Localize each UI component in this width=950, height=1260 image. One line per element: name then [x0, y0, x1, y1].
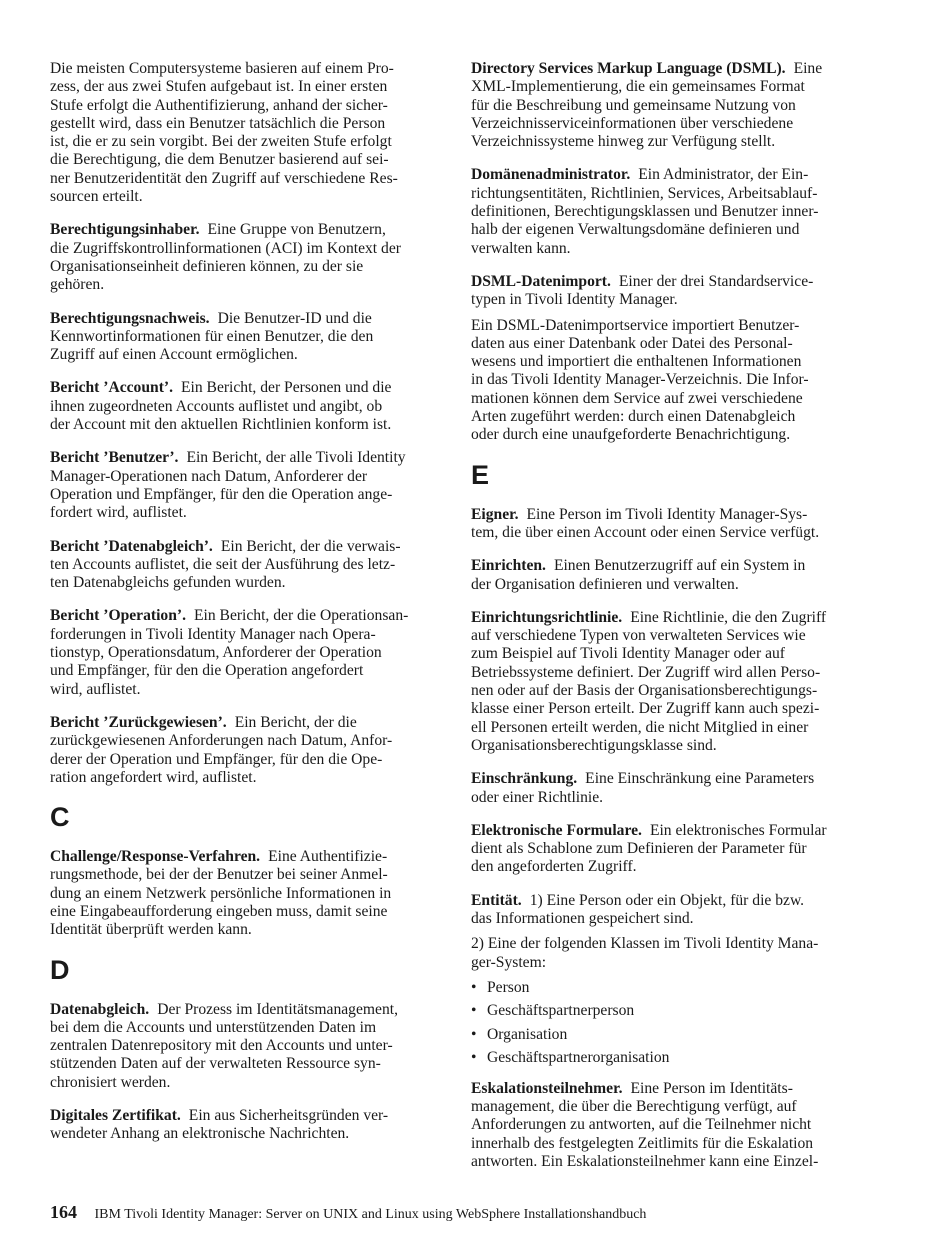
- definition-text: Eine Einschränkung eine Parameters oder einer Richtlinie.: [471, 770, 815, 806]
- glossary-entry: [471, 273, 861, 310]
- glossary-term: Berechtigungsinhaber.: [50, 221, 200, 239]
- glossary-term: Datenabgleich.: [50, 1000, 150, 1018]
- definition-text: Ein Bericht, der die Operationsan- forderungen in Tivoli Identity Manager nach Opera- tionstyp, Operationsdatum, Anforderer der Operation und Empfänger, für den die Operation angefordert wird, auflistet.: [50, 607, 409, 698]
- list-item: • Person: [471, 979, 861, 997]
- list-item: • Organisation: [471, 1026, 861, 1044]
- glossary-entry: [471, 506, 861, 543]
- definition-text: Die meisten Computersysteme basieren auf einem Pro- zess, der aus zwei Stufen aufgebaut ist. In einer ersten Stufe erfolgt die Authentifizierung, anhand der sicher- gestellt wird, dass ein Benutzer tatsächlich die Person ist, die er zu sein vorgibt. Bei der zweiten Stufe erfolgt die Berechtigung, die dem Benutzer basierend auf sei- ner Benutzeridentität den Zugriff auf verschiedene Res- sourcen erteilt.: [50, 60, 398, 206]
- definition-text: Eine Gruppe von Benutzern, die Zugriffskontrollinformationen (ACI) im Kontext der Organisationseinheit definieren können, zu der sie gehören.: [50, 221, 401, 294]
- definition-text: 2) Eine der folgenden Klassen im Tivoli Identity Mana- ger-System:: [471, 935, 819, 971]
- definition-text: Eine Authentifizie- rungsmethode, bei der der Benutzer bei seiner Anmel- dung an einem Netzwerk persönliche Informationen in eine Eingabeaufforderung eingeben muss, damit seine Identität überprüft werden kann.: [50, 848, 392, 939]
- definition-text: Der Prozess im Identitätsmanagement, bei dem die Accounts und unterstützenden Daten im zentralen Datenrepository mit den Accounts und unter- stützenden Daten auf der verwalteten Ressource syn- chronisiert werden.: [50, 1000, 398, 1091]
- book-title: IBM Tivoli Identity Manager: Server on UNIX and Linux using WebSphere Installationshandbuch: [94, 1207, 647, 1222]
- definition-text: Eine Person im Identitäts- management, die über die Berechtigung verfügt, auf Anforderungen zu antworten, auf die Teilnehmer nicht innerhalb des festgelegten Zeitlimits für die Eskalation antworten. Ein Eskalationsteilnehmer kann eine Einzel-: [471, 1079, 819, 1170]
- glossary-entry: [471, 770, 861, 807]
- list-item: • Geschäftspartnerperson: [471, 1002, 861, 1020]
- definition-text: Ein elektronisches Formular dient als Schablone zum Definieren der Parameter für den angeforderten Zugriff.: [471, 821, 827, 876]
- glossary-entry: [50, 379, 440, 434]
- definition-text: Ein Bericht, der die verwais- ten Accounts auflistet, die seit der Ausführung des letz- ten Datenabgleichs gefunden wurden.: [50, 537, 401, 592]
- glossary-entry: [50, 1001, 440, 1092]
- section-letter: D: [50, 954, 70, 985]
- glossary-term: Digitales Zertifikat.: [50, 1107, 181, 1125]
- glossary-term: Bericht ’Operation’.: [50, 607, 186, 625]
- page-footer: [50, 1202, 646, 1223]
- glossary-term: Eigner.: [471, 505, 519, 523]
- definition-text: Einen Benutzerzugriff auf ein System in der Organisation definieren und verwalten.: [471, 557, 806, 593]
- definition-text: Ein Bericht, der alle Tivoli Identity Manager-Operationen nach Datum, Anforderer der Operation und Empfänger, für den die Operation ange- fordert wird, auflistet.: [50, 449, 406, 522]
- glossary-term: Eskalationsteilnehmer.: [471, 1079, 623, 1097]
- glossary-term: Domänenadministrator.: [471, 166, 631, 184]
- left-column: [50, 60, 440, 1159]
- glossary-term: Entität.: [471, 891, 522, 909]
- definition-text: Ein Bericht, der die zurückgewiesenen Anforderungen nach Datum, Anfor- derer der Operation und Empfänger, für den die Ope- ration angefordert wird, auflistet.: [50, 713, 393, 786]
- glossary-term: DSML-Datenimport.: [471, 272, 611, 290]
- section-letter: E: [471, 459, 490, 490]
- definition-text: Ein DSML-Datenimportservice importiert Benutzer- daten aus einer Datenbank oder Datei des Personal- wesens und importiert die enthaltenen Informationen in das Tivoli Identity Manager-Verzeichnis. Die Infor- mationen können dem Service auf zwei verschiedene Arten zugeführt werden: durch einen Datenabgleich oder durch eine unaufgeforderte Benachrichtigung.: [471, 316, 809, 444]
- definition-text: 1) Eine Person oder ein Objekt, für die bzw. das Informationen gespeichert sind.: [471, 891, 805, 927]
- glossary-term: Bericht ’Datenabgleich’.: [50, 537, 213, 555]
- glossary-entry: [471, 822, 861, 877]
- glossary-entry: [471, 166, 861, 257]
- right-column: [471, 60, 861, 1186]
- page-number: 164: [50, 1202, 77, 1222]
- section-letter: C: [50, 802, 70, 833]
- definition-text: Eine XML-Implementierung, die ein gemeinsames Format für die Beschreibung und gemeinsame Nutzung von Verzeichnisserviceinformationen über verschiedene Verzeichnissysteme hinweg zur Verfügung stellt.: [471, 60, 823, 151]
- glossary-term: Bericht ’Account’.: [50, 379, 173, 397]
- glossary-entry: [471, 609, 861, 755]
- glossary-term: Bericht ’Zurückgewiesen’.: [50, 713, 227, 731]
- glossary-entry: [50, 1107, 440, 1144]
- glossary-entry: [50, 538, 440, 593]
- glossary-term: Elektronische Formulare.: [471, 821, 642, 839]
- glossary-term: Bericht ’Benutzer’.: [50, 449, 179, 467]
- glossary-term: Challenge/Response-Verfahren.: [50, 848, 261, 866]
- glossary-entry: [471, 557, 861, 594]
- glossary-term: Einschränkung.: [471, 770, 578, 788]
- definition-text: Einer der drei Standardservice- typen in Tivoli Identity Manager.: [471, 272, 814, 309]
- glossary-entry: [471, 60, 861, 151]
- paragraph: [471, 317, 861, 445]
- bullet-list: [471, 979, 861, 1068]
- glossary-entry: [50, 449, 440, 522]
- glossary-entry: [50, 310, 440, 365]
- definition-text: Ein Bericht, der Personen und die ihnen zugeordneten Accounts auflistet und angibt, ob der Account mit den aktuellen Richtlinien konform ist.: [50, 379, 392, 434]
- glossary-entry: [50, 848, 440, 939]
- glossary-term: Directory Services Markup Language (DSML).: [471, 60, 786, 77]
- list-item: • Geschäftspartnerorganisation: [471, 1049, 861, 1067]
- glossary-term: Einrichten.: [471, 557, 546, 575]
- definition-text: Ein aus Sicherheitsgründen ver- wendeter Anhang an elektronische Nachrichten.: [50, 1107, 389, 1143]
- glossary-term: Einrichtungsrichtlinie.: [471, 608, 623, 626]
- glossary-entry: [50, 714, 440, 787]
- definition-text: Eine Person im Tivoli Identity Manager-Sys- tem, die über einen Account oder einen Service verfügt.: [471, 505, 820, 541]
- definition-text: Eine Richtlinie, die den Zugriff auf verschiedene Typen von verwalteten Services wie zum Beispiel auf Tivoli Identity Manager oder auf Betriebssysteme definiert. Der Zugriff wird allen Perso- nen oder auf der Basis der Organisationsberechtigungs- klasse einer Person erteilt. Der Zugriff kann auch spezi- ell Personen erteilt werden, die nicht Mitglied in einer Organisationsberechtigungsklasse sind.: [471, 608, 827, 754]
- glossary-entry: [50, 221, 440, 294]
- definition-text: Die Benutzer-ID und die Kennwortinformationen für einen Benutzer, die den Zugriff auf einen Account ermöglichen.: [50, 309, 374, 364]
- paragraph: [50, 60, 440, 206]
- definition-text: Ein Administrator, der Ein- richtungsentitäten, Richtlinien, Services, Arbeitsablauf- definitionen, Berechtigungsklassen und Benutzer inner- halb der eigenen Verwaltungsdomäne definieren und verwalten kann.: [471, 166, 819, 257]
- glossary-entry: [50, 607, 440, 698]
- glossary-term: Berechtigungsnachweis.: [50, 309, 210, 327]
- paragraph: [471, 935, 861, 972]
- glossary-entry: [471, 892, 861, 929]
- glossary-entry: [471, 1080, 861, 1171]
